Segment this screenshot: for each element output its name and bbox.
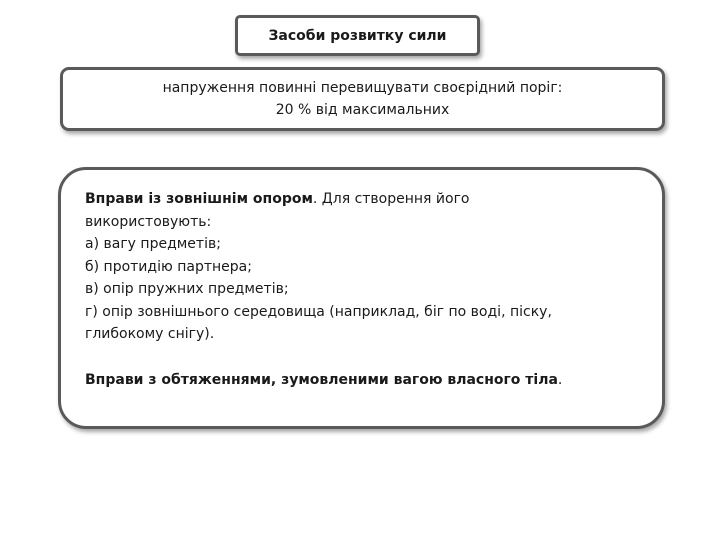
list-item: в) опір пружних предметів; [85,281,289,297]
external-resistance-heading: Вправи із зовнішнім опором [85,191,313,207]
exercises-box [58,167,665,429]
list-item: а) вагу предметів; [85,236,221,252]
list-item: г) опір зовнішнього середовища (наприклад, біг по воді, піску, [85,303,552,320]
bodyweight-heading: Вправи з обтяженнями, зумовленими вагою власного тіла [85,371,558,388]
bodyweight-end: . [557,371,563,388]
threshold-line-2: 20 % від максимальних [275,102,450,118]
paragraph-gap [85,346,642,369]
external-resistance-intro: . Для створення його [312,191,470,207]
list-item-continuation: глибокому снігу). [85,326,215,342]
external-resistance-line [85,188,642,211]
threshold-box [60,67,665,131]
uses-label: використовують: [85,213,212,230]
threshold-line-1: напруження повинні перевищувати своєрідний поріг: [162,80,563,96]
list-item: б) протидію партнера; [85,258,252,275]
bodyweight-line [85,369,642,392]
title-box [235,15,480,56]
slide-title: Засоби розвитку сили [268,27,447,44]
